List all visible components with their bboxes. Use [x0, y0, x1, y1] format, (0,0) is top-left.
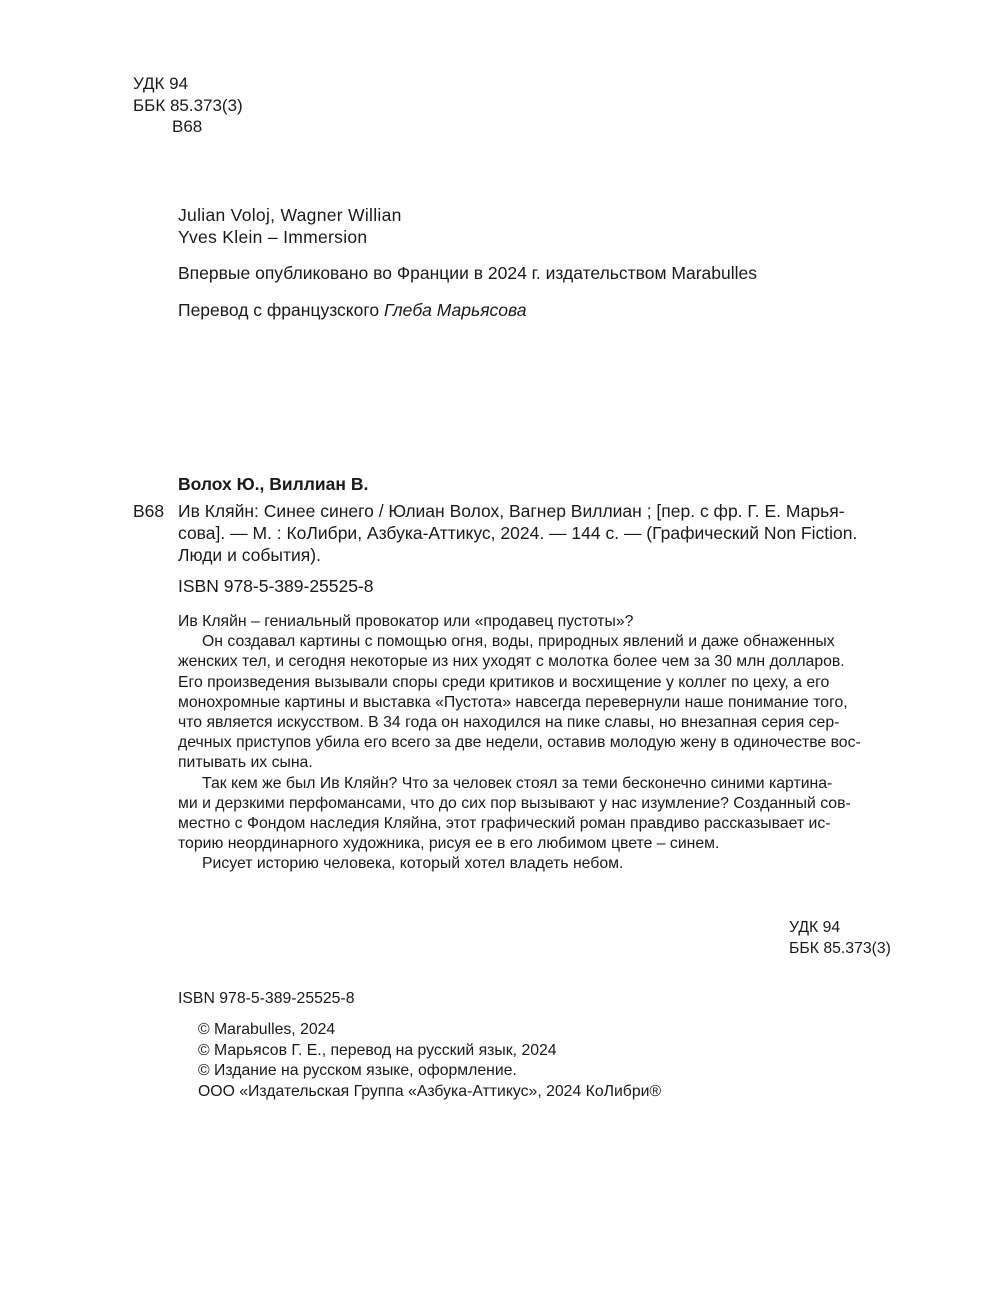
annotation-line: монохромные картины и выставка «Пустота» навсегда перевернули наше понимание того, — [178, 693, 848, 711]
bibliographic-description — [178, 500, 891, 566]
translator-name: Глеба Марьясова — [383, 300, 527, 320]
bibliographic-line: Люди и события). — [178, 545, 321, 565]
bbk-code: ББК 85.373(3) — [133, 95, 243, 115]
copyright-line: © Марьясов Г. Е., перевод на русский язык, 2024 — [198, 1041, 557, 1059]
bibliographic-line: сова]. — М. : КоЛибри, Азбука-Аттикус, 2024. — 144 с. — (Графический Non Fiction. — [178, 523, 858, 543]
annotation-line: Рисует историю человека, который хотел владеть небом. — [202, 855, 624, 873]
annotation-line: торию неординарного художника, рисуя ее в его любимом цвете – синем. — [178, 835, 720, 853]
translation-credit — [178, 300, 527, 321]
classification-top — [133, 73, 243, 138]
original-title: Yves Klein – Immersion — [178, 227, 368, 247]
isbn-main: ISBN 978-5-389-25525-8 — [178, 576, 374, 596]
annotation-line: дечных приступов убила его всего за две недели, оставив молодую жену в одиночестве вос- — [178, 734, 861, 752]
annotation-line: местно с Фондом наследия Кляйна, этот графический роман правдиво рассказывает ис- — [178, 815, 831, 833]
annotation-line: что является искусством. В 34 года он находился на пике славы, но внезапная серия сер- — [178, 714, 840, 732]
annotation-line: ми и дерзкими перфомансами, что до сих пор вызывают у нас изумление? Созданный сов- — [178, 794, 851, 812]
copyright-line: ООО «Издательская Группа «Азбука-Аттикус», 2024 КоЛибри® — [198, 1082, 662, 1100]
copyright-line: © Издание на русском языке, оформление. — [198, 1062, 517, 1079]
annotation-line: Так кем же был Ив Кляйн? Что за человек стоял за теми бесконечно синими картина- — [202, 774, 833, 792]
classification-bottom — [789, 918, 891, 959]
udk-code: УДК 94 — [133, 74, 189, 93]
annotation-line: Он создавал картины с помощью огня, воды, природных явлений и даже обнаженных — [202, 633, 835, 651]
original-edition — [178, 204, 402, 248]
annotation-line: Его произведения вызывали споры среди критиков и восхищение у коллег по цеху, а его — [178, 673, 830, 691]
copyright-notices — [198, 1020, 661, 1102]
bibliographic-author-mark: В68 — [133, 501, 165, 521]
isbn-bottom: ISBN 978-5-389-25525-8 — [178, 990, 355, 1007]
annotation-line: женских тел, и сегодня некоторые из них уходят с молотка более чем за 30 млн долларов. — [178, 653, 845, 671]
copyright-line: © Marabulles, 2024 — [198, 1021, 336, 1038]
author-mark: В68 — [172, 117, 203, 136]
bbk-code-bottom: ББК 85.373(3) — [789, 939, 891, 957]
annotation-line: Ив Кляйн – гениальный провокатор или «продавец пустоты»? — [178, 613, 634, 630]
bibliographic-authors-heading: Волох Ю., Виллиан В. — [178, 474, 369, 494]
translation-prefix: Перевод с французского — [178, 300, 384, 320]
bibliographic-line: Ив Кляйн: Синее синего / Юлиан Волох, Вагнер Виллиан ; [пер. с фр. Г. Е. Марья- — [178, 501, 845, 521]
udk-code-bottom: УДК 94 — [789, 919, 841, 936]
annotation — [178, 612, 892, 875]
first-published-note: Впервые опубликовано во Франции в 2024 г. издательством Marabulles — [178, 263, 757, 283]
annotation-line: питывать их сына. — [178, 754, 313, 772]
original-authors: Julian Voloj, Wagner Willian — [178, 205, 402, 225]
